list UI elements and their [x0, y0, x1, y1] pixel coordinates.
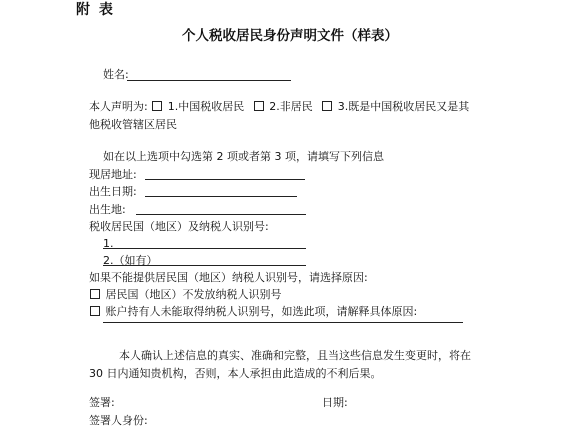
confirmation-line-1: 本人确认上述信息的真实、准确和完整，且当这些信息发生变更时，将在: [119, 349, 471, 362]
reason-row-1: [89, 288, 282, 302]
appendix-header: 附 表: [76, 2, 115, 18]
name-label: 姓名:: [103, 68, 129, 81]
checkbox-reason-not-obtained[interactable]: [90, 306, 100, 316]
checkbox-chinese-resident[interactable]: [152, 101, 162, 111]
declaration-prefix: 本人声明为:: [89, 100, 148, 113]
checkbox-reason-no-tin-issued[interactable]: [90, 289, 100, 299]
pob-field[interactable]: [136, 214, 306, 215]
reason-row-2: [89, 305, 417, 319]
reason-not-obtained: 账户持有人未能取得纳税人识别号，如选此项，请解释具体原因:: [105, 305, 418, 318]
dob-field[interactable]: [145, 196, 297, 197]
name-field[interactable]: [127, 80, 291, 81]
section-intro: 如在以上选项中勾选第 2 项或者第 3 项，请填写下列信息: [103, 150, 384, 163]
residence-item-1: 1.: [103, 237, 114, 250]
option-dual-resident: 3.既是中国税收居民又是其: [337, 100, 470, 113]
option-non-resident: 2.非居民: [269, 100, 313, 113]
declaration-continued: 他税收管辖区居民: [89, 118, 177, 131]
residence-field-1[interactable]: [103, 248, 306, 249]
residence-label: 税收居民国（地区）及纳税人识别号:: [89, 220, 269, 233]
date-label: 日期:: [322, 396, 348, 409]
address-field[interactable]: [145, 179, 305, 180]
checkbox-dual-resident[interactable]: [322, 101, 332, 111]
document-title: 个人税收居民身份声明文件（样表）: [182, 28, 398, 44]
reason-no-tin-issued: 居民国（地区）不发放纳税人识别号: [105, 288, 282, 301]
declaration-row: [89, 100, 469, 114]
reason-explanation-field[interactable]: [103, 322, 463, 323]
residence-item-2: 2.（如有）: [103, 254, 158, 267]
signature-label: 签署:: [89, 396, 115, 409]
address-label: 现居地址:: [89, 168, 137, 181]
dob-label: 出生日期:: [89, 185, 137, 198]
checkbox-non-resident[interactable]: [254, 101, 264, 111]
confirmation-line-2: 30 日内通知贵机构，否则，本人承担由此造成的不利后果。: [89, 367, 382, 380]
signer-identity-label: 签署人身份:: [89, 414, 148, 427]
pob-label: 出生地:: [89, 203, 126, 216]
no-tin-prompt: 如果不能提供居民国（地区）纳税人识别号，请选择原因:: [89, 271, 368, 284]
residence-field-2[interactable]: [103, 265, 306, 266]
option-chinese-resident: 1.中国税收居民: [167, 100, 245, 113]
